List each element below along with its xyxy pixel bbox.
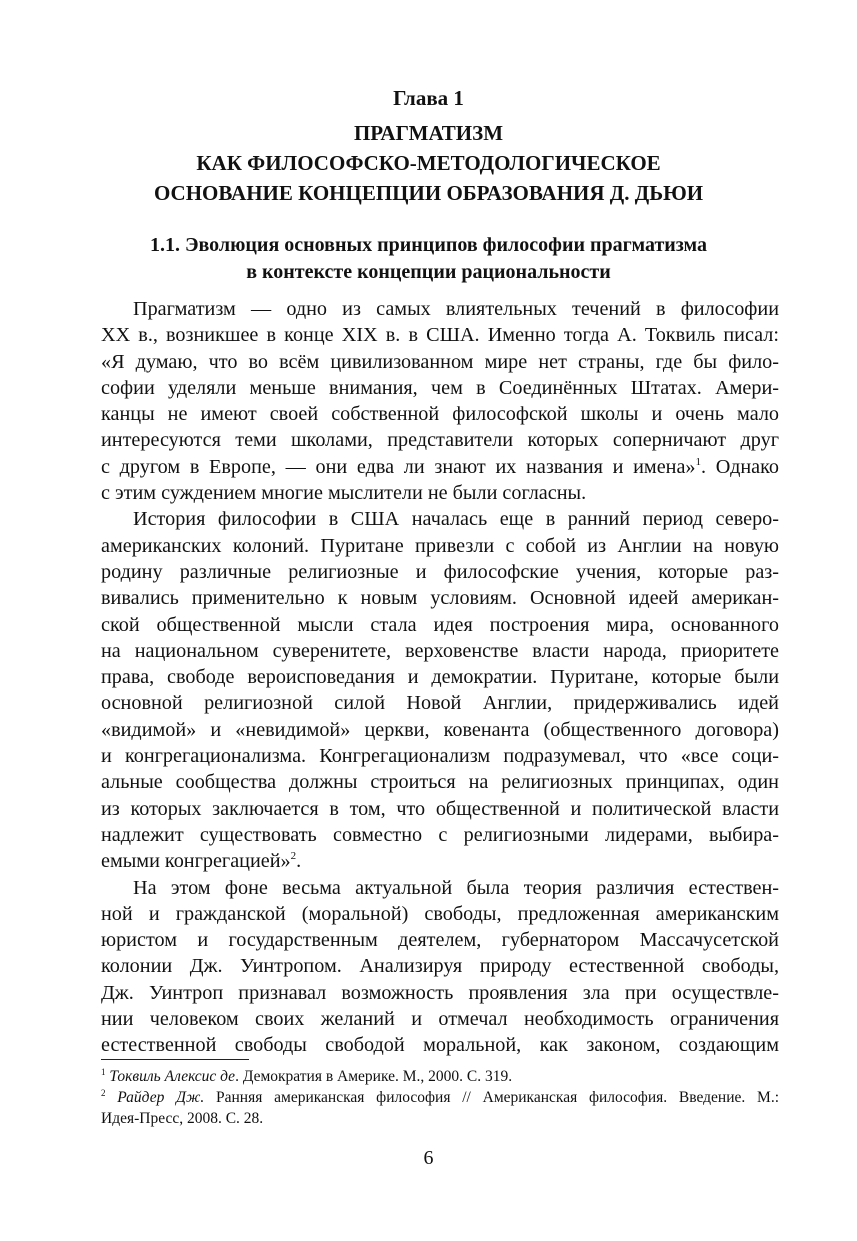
footnote-mark: 2 (290, 850, 297, 863)
footnote-number: 2 (101, 1088, 106, 1098)
chapter-title (60, 118, 797, 208)
footnote-continuation: Идея-Пресс, 2008. С. 28. (101, 1110, 264, 1127)
text-line: История философии в США началась еще в ранний период северо- (133, 508, 779, 531)
text-line: «видимой» и «невидимой» церкви, ковенанта (общественного договора) (101, 718, 779, 741)
text-line: родину различные религиозные и философские учения, которые раз- (101, 560, 779, 583)
text-line: надлежит существовать совместно с религиозными лидерами, выбира- (101, 823, 779, 846)
footnote (101, 1066, 779, 1087)
text-line: и конгрегационализма. Конгрегационализм подразумевал, что «все соци- (101, 745, 779, 768)
text-line: нии человеком своих желаний и отмечал необходимость ограничения (101, 1008, 779, 1031)
footnote-mark: 1 (695, 455, 702, 468)
text-line: ной и гражданской (моральной) свободы, предложенная американским (101, 902, 779, 925)
text-segment: с другом в Европе, — они едва ли знают их названия и имена» (101, 455, 696, 478)
text-line: вивались применительно к новым условиям. Основной идеей американ- (101, 587, 779, 610)
text-line: Дж. Уинтроп признавал возможность проявления зла при осуществле- (101, 981, 779, 1004)
footnote-text: . Демократия в Америке. М., 2000. С. 319. (235, 1068, 513, 1085)
footnote-author: Райдер Дж. (117, 1089, 205, 1106)
footnotes (101, 1066, 779, 1129)
text-line: ской общественной мысли стала идея построения мира, основанного (101, 613, 779, 636)
footnote-number: 1 (101, 1067, 106, 1077)
page-number: 6 (423, 1147, 434, 1169)
text-segment: . Однако (701, 455, 779, 478)
text-line (101, 454, 779, 480)
section-title (60, 232, 797, 286)
text-line: На этом фоне весьма актуальной была теория различия естествен- (133, 876, 779, 899)
text-line: американских колоний. Пуритане привезли с собой из Англии на новую (101, 534, 779, 557)
chapter-label: Глава 1 (393, 86, 464, 110)
body-text (101, 296, 779, 1059)
footnote-divider (101, 1059, 249, 1060)
text-line: софии уделяли меньше внимания, чем в Соединённых Штатах. Амери- (101, 376, 779, 399)
paragraph (101, 296, 779, 506)
text-line: канцы не имеют своей собственной философской школы и очень мало (101, 403, 779, 426)
chapter-title-line: ОСНОВАНИЕ КОНЦЕПЦИИ ОБРАЗОВАНИЯ Д. ДЬЮИ (153, 181, 704, 205)
footnote-text: Ранняя американская философия // Американская философия. Введение. М.: (204, 1089, 780, 1106)
section-title-line: в контексте концепции рациональности (246, 261, 611, 283)
text-line: из которых заключается в том, что общественной и политической власти (101, 797, 779, 820)
text-line: альные сообщества должны строиться на религиозных принципах, один (101, 771, 779, 794)
text-line: колонии Дж. Уинтропом. Анализируя природу естественной свободы, (101, 955, 779, 978)
text-line: Прагматизм — одно из самых влиятельных течений в философии (133, 298, 779, 320)
text-line (101, 848, 779, 874)
chapter-title-line: ПРАГМАТИЗМ (353, 121, 504, 145)
text-line: юристом и государственным деятелем, губернатором Массачусетской (101, 929, 779, 952)
text-line: с этим суждением многие мыслители не были согласны. (101, 482, 587, 505)
text-line: интересуются теми школами, представители которых соперничают друг (101, 429, 779, 452)
section-title-line: 1.1. Эволюция основных принципов философии прагматизма (149, 234, 708, 256)
paragraph (101, 506, 779, 874)
footnote-author: Токвиль Алексис де (109, 1068, 236, 1085)
chapter-title-line: КАК ФИЛОСОФСКО-МЕТОДОЛОГИЧЕСКОЕ (196, 151, 661, 175)
footnote (101, 1087, 779, 1108)
text-segment: . (296, 850, 302, 873)
text-line: основной религиозной силой Новой Англии, придерживались идей (101, 692, 779, 715)
text-line: права, свободе вероисповедания и демократии. Пуритане, которые были (101, 666, 779, 689)
text-line: «Я думаю, что во всём цивилизованном мире нет страны, где бы фило- (101, 350, 779, 373)
text-line: XX в., возникшее в конце XIX в. в США. Именно тогда А. Токвиль писал: (101, 324, 779, 347)
text-line: на национальном суверенитете, верховенстве власти народа, приоритете (101, 639, 779, 662)
text-segment: емыми конгрегацией» (101, 850, 291, 873)
paragraph (101, 875, 779, 1059)
text-line: естественной свободы свободой моральной, как законом, создающим (101, 1034, 779, 1057)
